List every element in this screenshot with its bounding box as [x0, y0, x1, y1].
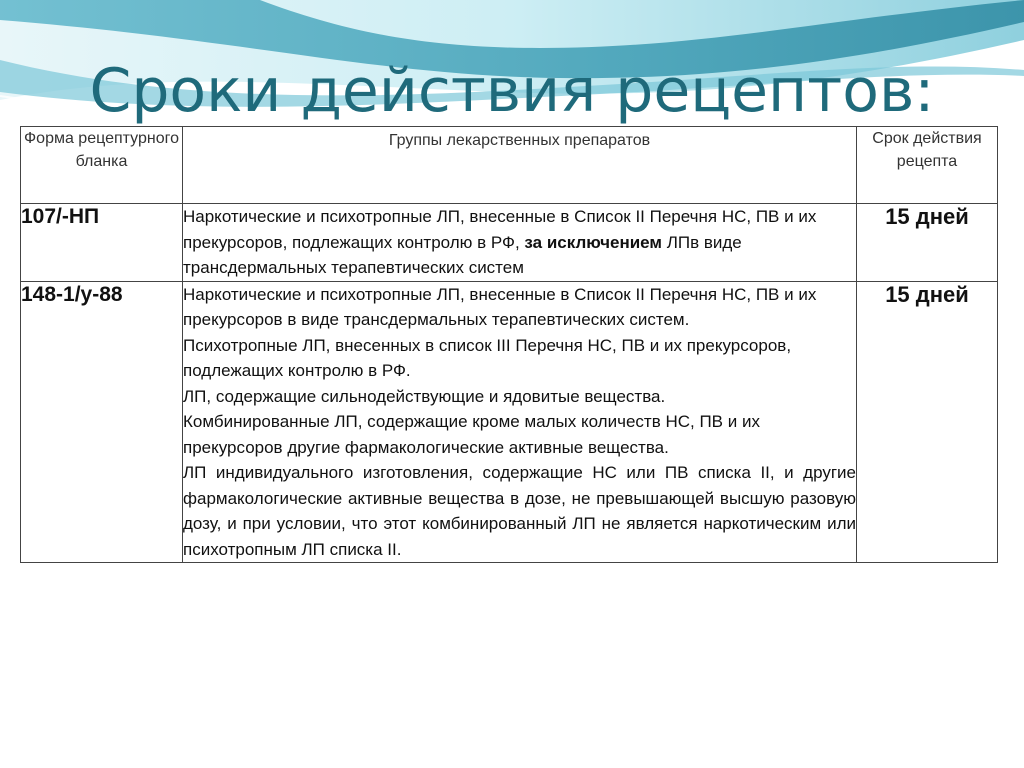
form-code: 107/-НП	[21, 204, 183, 282]
desc-text: Наркотические и психотропные ЛП, внесенные в Список II Перечня НС, ПВ и их прекурсоров, подлежащих контролю в РФ,	[183, 207, 817, 252]
desc-paragraph: Наркотические и психотропные ЛП, внесенные в Список II Перечня НС, ПВ и их прекурсоров в виде трансдермальных терапевтических систем.	[183, 284, 817, 329]
prescription-validity-table	[20, 126, 998, 563]
desc-paragraph: Психотропные ЛП, внесенных в список III Перечня НС, ПВ и их прекурсоров, подлежащих контролю в РФ.	[183, 335, 792, 380]
validity-term: 15 дней	[857, 204, 998, 282]
desc-paragraph: ЛП индивидуального изготовления, содержащие НС или ПВ списка II, и другие фармакологические активные вещества в дозе, не превышающей высшую разовую дозу, и при условии, что этот комбинированный ЛП не является наркотическим или психотропным ЛП списка II.	[183, 463, 856, 559]
form-code: 148-1/у-88	[21, 281, 183, 563]
table-row	[21, 281, 998, 563]
table-header-row	[21, 127, 998, 204]
desc-text: ЛПв виде трансдермальных терапевтических систем	[183, 232, 742, 277]
header-groups: Группы лекарственных препаратов	[183, 127, 857, 204]
desc-paragraph: ЛП, содержащие сильнодействующие и ядовитые вещества.	[183, 386, 666, 406]
validity-term: 15 дней	[857, 281, 998, 563]
header-form: Форма рецептурного бланка	[21, 127, 183, 204]
desc-emphasis: за исключением	[524, 232, 662, 252]
drug-group-description	[183, 281, 857, 563]
header-term: Срок действия рецепта	[857, 127, 998, 204]
desc-paragraph: Комбинированные ЛП, содержащие кроме малых количеств НС, ПВ и их прекурсоров другие фармакологические активные вещества.	[183, 412, 760, 457]
table-row	[21, 204, 998, 282]
slide-title: Сроки действия рецептов:	[89, 56, 935, 126]
drug-group-description	[183, 204, 857, 282]
